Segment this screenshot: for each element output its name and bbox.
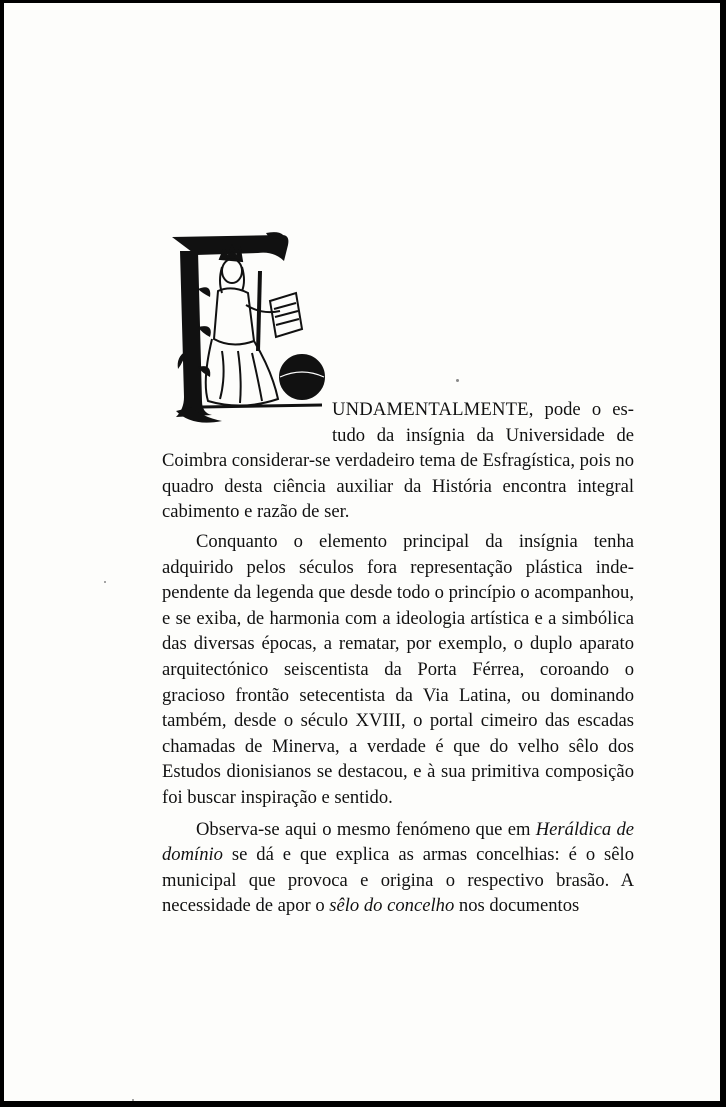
paragraph-3-text-b: se dá e que explica as armas concelhias: é o sêlo municipal que provoca e origina o respectivo brasão. A necessidade de apor o [162,844,634,917]
document-body [162,231,634,919]
paper-speck [104,581,106,583]
paragraph-1-text: , pode o estudo da insígnia da Universidade de Coimbra considerar-se verdadeiro tema de Esfragística, pois no quadro desta ciência auxiliar da História encontra integral cabimento e razão de ser. [162,399,634,523]
drop-cap-f-illustration [162,231,330,427]
paragraph-3-text-a: Observa-se aqui o mesmo fenómeno que em [196,818,536,840]
paragraph-3 [162,817,634,919]
paragraph-3-italic-a: Heráldica de domínio [162,818,635,866]
opening-word: UNDAMENTALMENTE [332,399,529,420]
paragraph-3-text-c: nos documentos [454,895,580,917]
paragraph-2 [162,529,634,811]
paper-speck [132,1099,134,1101]
paper-speck [456,379,459,382]
illuminated-drop-cap [162,231,330,427]
paragraph-3-italic-b: sêlo do concelho [329,895,455,917]
paragraph-2-text: Conquanto o elemento principal da insígnia tenha adquirido pelos séculos fora representação plástica independente da legenda que desde todo o princípio o acompanhou, e se exiba, de harmonia com a ideologia artística e a simbólica das diversas épocas, a rematar, por exemplo, o duplo aparato arquitectónico seiscentista da Porta Férrea, coroando o gracioso frontão setecentista da Via Latina, ou dominando também, desde o século XVIII, o portal cimeiro das escadas chamadas de Minerva, a verdade é que do velho sêlo dos Estudos dionisianos se destacou, e à sua primitiva composição foi buscar inspiração e sentido. [162,530,634,808]
